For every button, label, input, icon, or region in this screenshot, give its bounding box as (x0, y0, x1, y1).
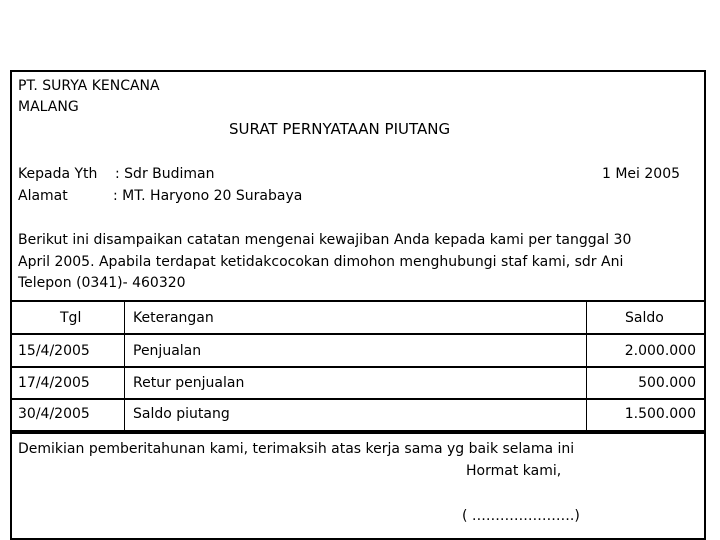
row-3-description: Saldo piutang (133, 406, 230, 422)
closing-regards: Hormat kami, (466, 463, 562, 479)
address-value: : MT. Haryono 20 Surabaya (113, 188, 303, 204)
table-bottom-rule (10, 432, 706, 434)
company-city: MALANG (18, 99, 79, 115)
header-date: Tgl (60, 310, 82, 326)
row-2-date: 17/4/2005 (18, 375, 90, 391)
table-row-rule (10, 398, 706, 400)
row-2-balance: 500.000 (638, 375, 696, 391)
closing-text: Demikian pemberitahunan kami, terimaksih atas kerja sama yg baik selama ini (18, 441, 575, 457)
header-balance: Saldo (625, 310, 664, 326)
signature-placeholder: ( ………………….) (462, 508, 580, 524)
company-name: PT. SURYA KENCANA (18, 78, 160, 94)
row-3-date: 30/4/2005 (18, 406, 90, 422)
body-line-1: Berikut ini disampaikan catatan mengenai kewajiban Anda kepada kami per tanggal 30 (18, 232, 632, 248)
document-title: SURAT PERNYATAAN PIUTANG (229, 120, 451, 138)
table-column-divider (586, 302, 587, 430)
table-column-divider (124, 302, 125, 430)
row-2-description: Retur penjualan (133, 375, 245, 391)
row-1-description: Penjualan (133, 343, 202, 359)
row-1-balance: 2.000.000 (624, 343, 696, 359)
body-line-2: April 2005. Apabila terdapat ketidakcocokan dimohon menghubungi staf kami, sdr Ani (18, 254, 624, 270)
statement-date: 1 Mei 2005 (602, 166, 681, 182)
header-description: Keterangan (133, 310, 214, 326)
table-top-rule (10, 300, 706, 302)
address-label: Alamat (18, 188, 68, 204)
recipient-label: Kepada Yth (18, 166, 98, 182)
table-row-rule (10, 366, 706, 368)
recipient-name: : Sdr Budiman (115, 166, 215, 182)
row-1-date: 15/4/2005 (18, 343, 90, 359)
table-header-rule (10, 333, 706, 335)
row-3-balance: 1.500.000 (624, 406, 696, 422)
statement-document (10, 70, 706, 540)
body-line-3: Telepon (0341)- 460320 (18, 275, 186, 291)
